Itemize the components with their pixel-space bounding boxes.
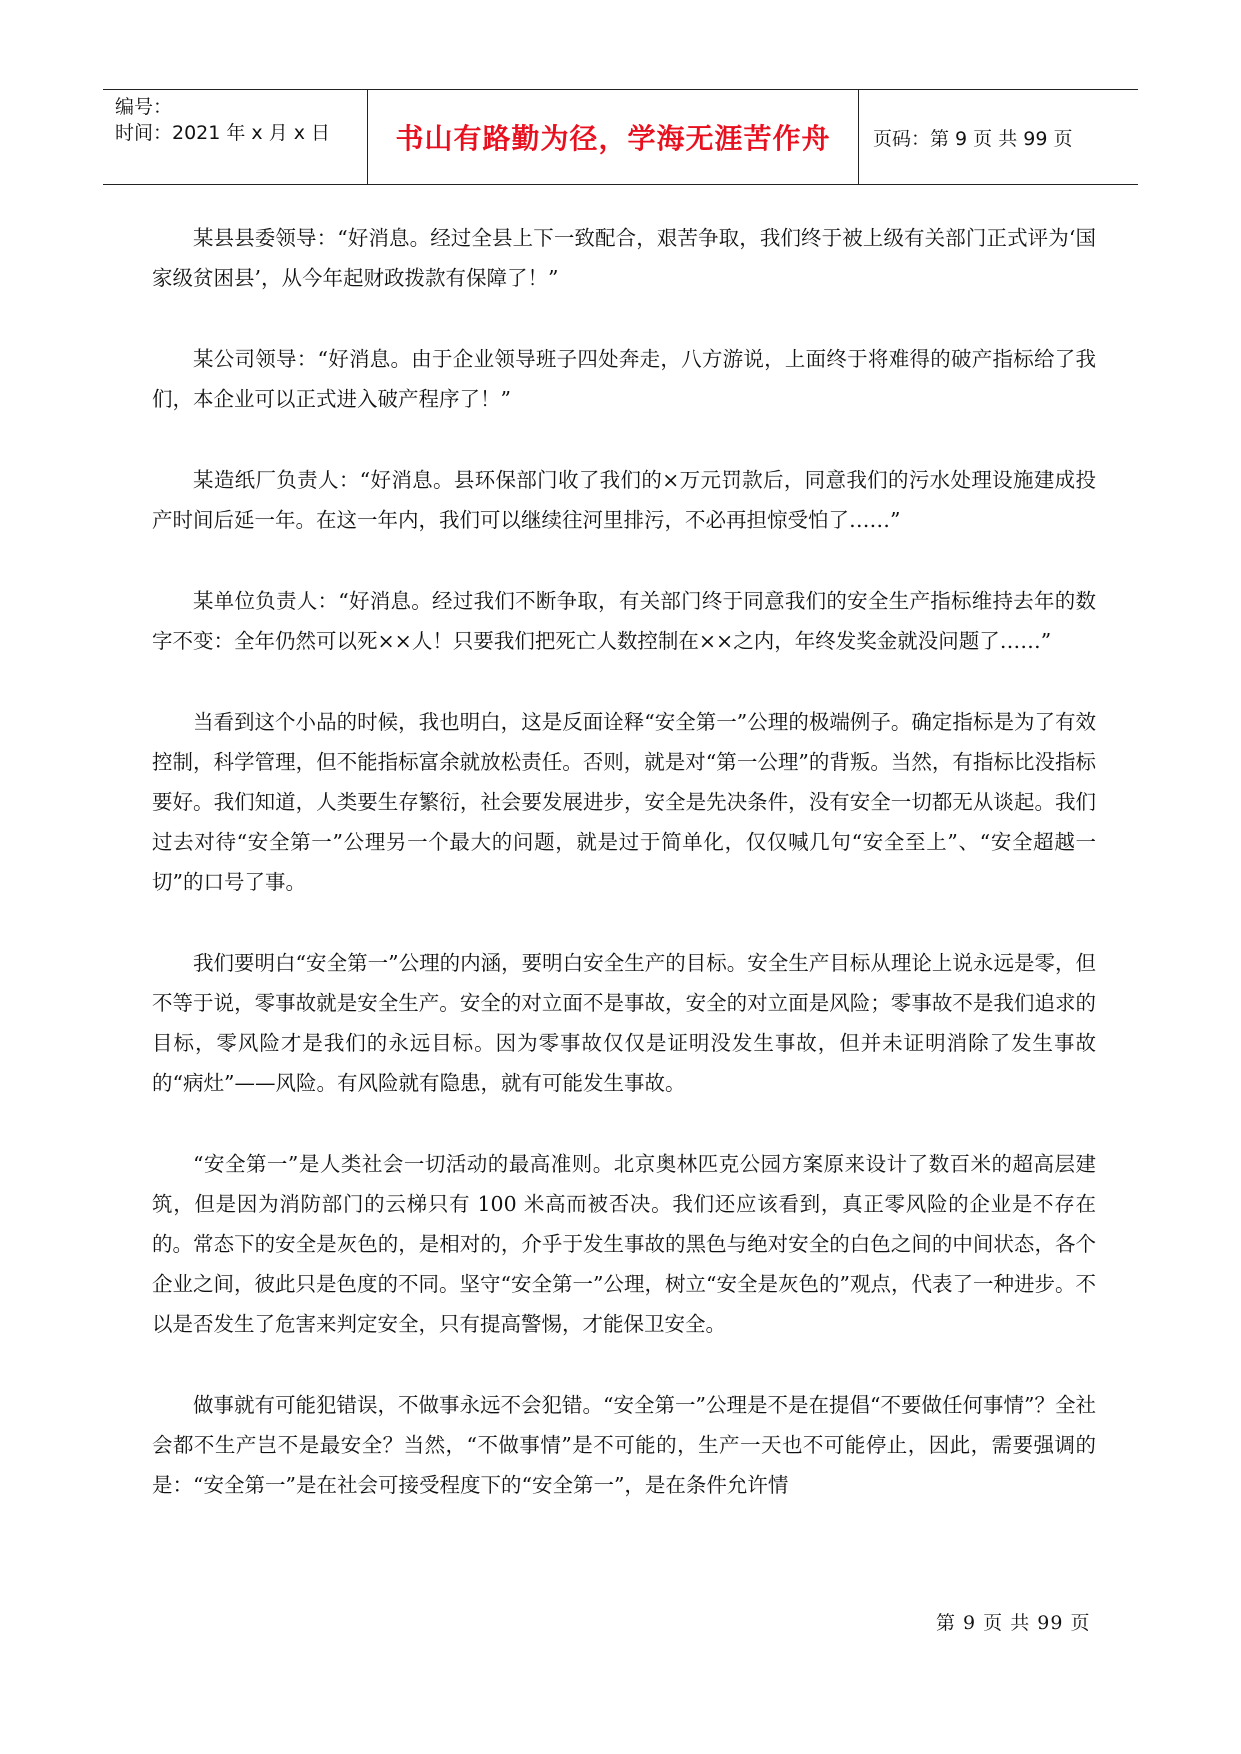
body-paragraph: 某单位负责人：“好消息。经过我们不断争取，有关部门终于同意我们的安全生产指标维持去年的数字不变：全年仍然可以死××人！只要我们把死亡人数控制在××之内，年终发奖金就没问题了……” [152,589,1096,653]
header-page-code-cell [859,90,1138,184]
body-paragraph: 做事就有可能犯错误，不做事永远不会犯错。“安全第一”公理是不是在提倡“不要做任何事情”？全社会都不生产岂不是最安全？当然，“不做事情”是不可能的，生产一天也不可能停止，因此，需要强调的是：“安全第一”是在社会可接受程度下的“安全第一”，是在条件允许情 [152,1393,1096,1497]
header-motto-cell [368,90,859,184]
body-paragraph: 某造纸厂负责人：“好消息。县环保部门收了我们的×万元罚款后，同意我们的污水处理设施建成投产时间后延一年。在这一年内，我们可以继续往河里排污，不必再担惊受怕了……” [152,468,1096,532]
document-number-label: 编号： [115,96,173,118]
body-paragraph: 某县县委领导：“好消息。经过全县上下一致配合，艰苦争取，我们终于被上级有关部门正式评为‘国家级贫困县’，从今年起财政拨款有保障了！” [152,226,1096,290]
body-paragraph: “安全第一”是人类社会一切活动的最高准则。北京奥林匹克公园方案原来设计了数百米的超高层建筑，但是因为消防部门的云梯只有 100 米高而被否决。我们还应该看到，真正零风险的企业是不存在的。常态下的安全是灰色的，是相对的，介乎于发生事故的黑色与绝对安全的白色之间的中间状态，各个企业之间，彼此只是色度的不同。坚守“安全第一”公理，树立“安全是灰色的”观点，代表了一种进步。不以是否发生了危害来判定安全，只有提高警惕，才能保卫安全。 [152,1152,1096,1336]
body-paragraph: 某公司领导：“好消息。由于企业领导班子四处奔走，八方游说，上面终于将难得的破产指标给了我们，本企业可以正式进入破产程序了！” [152,347,1096,411]
page-header [103,89,1138,185]
page-footer-number: 第 9 页 共 99 页 [936,1612,1091,1634]
header-motto: 书山有路勤为径，学海无涯苦作舟 [395,122,831,155]
document-body [152,218,1096,1505]
body-paragraph: 我们要明白“安全第一”公理的内涵，要明白安全生产的目标。安全生产目标从理论上说永远是零，但不等于说，零事故就是安全生产。安全的对立面不是事故，安全的对立面是风险；零事故不是我们追求的目标，零风险才是我们的永远目标。因为零事故仅仅是证明没发生事故，但并未证明消除了发生事故的“病灶”——风险。有风险就有隐患，就有可能发生事故。 [152,951,1096,1095]
header-page-code: 页码：第 9 页 共 99 页 [873,127,1073,150]
document-time-label: 时间：2021 年 x 月 x 日 [115,122,331,144]
body-paragraph: 当看到这个小品的时候，我也明白，这是反面诠释“安全第一”公理的极端例子。确定指标是为了有效控制，科学管理，但不能指标富余就放松责任。否则，就是对“第一公理”的背叛。当然，有指标比没指标要好。我们知道，人类要生存繁衍，社会要发展进步，安全是先决条件，没有安全一切都无从谈起。我们过去对待“安全第一”公理另一个最大的问题，就是过于简单化，仅仅喊几句“安全至上”、“安全超越一切”的口号了事。 [152,710,1096,894]
header-meta-cell [103,90,368,184]
